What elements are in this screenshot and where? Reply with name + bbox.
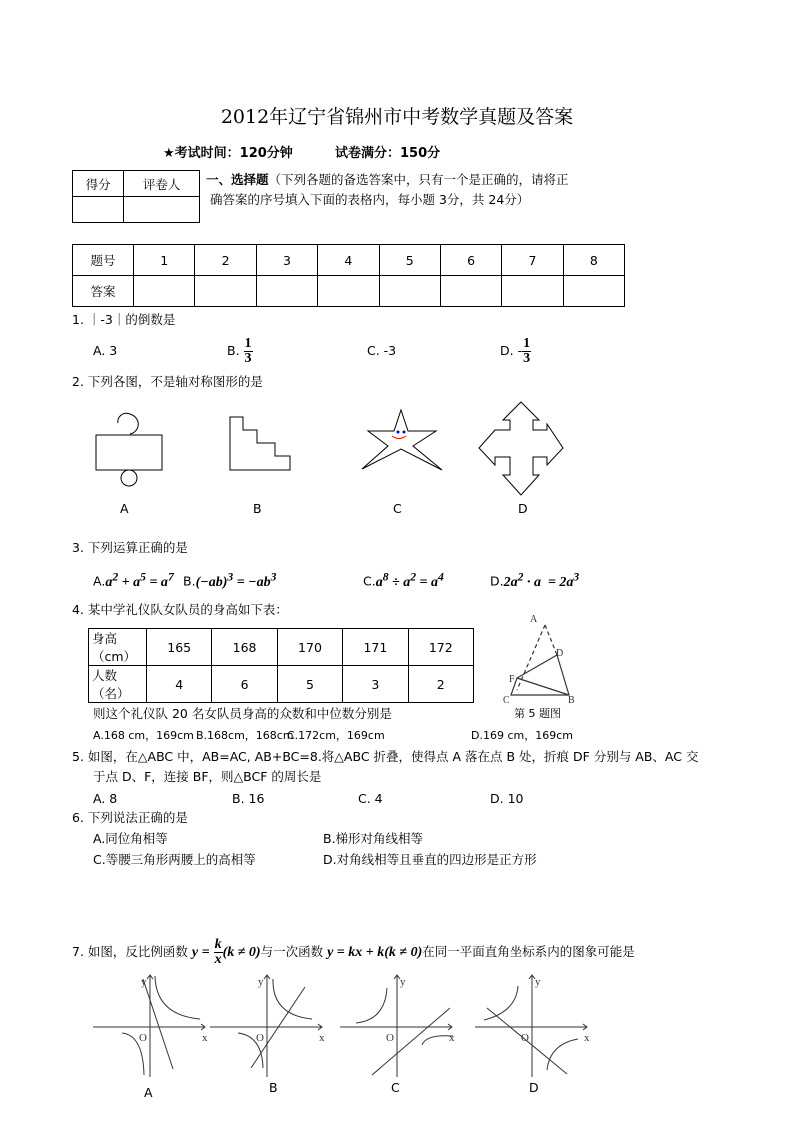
q2-label-d: D bbox=[518, 501, 528, 516]
q3-b-label: B. bbox=[183, 573, 196, 589]
height-value: 172 bbox=[408, 629, 473, 666]
height-label: 身高（cm） bbox=[89, 629, 147, 666]
point-f: F bbox=[509, 674, 515, 685]
origin-label: O bbox=[521, 1032, 529, 1044]
point-b: B bbox=[568, 695, 575, 706]
q1-option-a: A. 3 bbox=[93, 343, 118, 358]
q1-stem: 1. ｜-3｜的倒数是 bbox=[72, 312, 176, 327]
q3-a-label: A. bbox=[93, 573, 106, 589]
q6-option-d: D.对角线相等且垂直的四边形是正方形 bbox=[323, 852, 537, 867]
q6-option-a: A.同位角相等 bbox=[93, 831, 168, 846]
q5-stem-line2: 于点 D、F，连接 BF，则△BCF 的周长是 bbox=[93, 769, 322, 784]
q4-stem: 4. 某中学礼仪队女队员的身高如下表： bbox=[72, 602, 288, 617]
page-title: 2012年辽宁省锦州市中考数学真题及答案 bbox=[220, 106, 574, 128]
count-value: 3 bbox=[343, 666, 408, 703]
q3-option-c: $C.a^8 \div a^2 = a^4$ bbox=[363, 570, 444, 590]
hyperbola-branch bbox=[547, 1039, 578, 1070]
question-number-5: 5 bbox=[379, 245, 440, 276]
q5-option-c: C. 4 bbox=[358, 791, 383, 806]
count-label: 人数（名） bbox=[89, 666, 147, 703]
q6-stem: 6. 下列说法正确的是 bbox=[72, 810, 188, 825]
exam-time: ★考试时间：120分钟 bbox=[163, 146, 293, 161]
q2-label-c: C bbox=[393, 501, 402, 516]
q7-text-3: 在同一平面直角坐标系内的图象可能是 bbox=[422, 944, 635, 959]
numerator: 1 bbox=[523, 336, 531, 351]
q7-text-1: 7. 如图，反比例函数 bbox=[72, 944, 188, 959]
q3-d-label: D. bbox=[490, 573, 504, 589]
q5-stem-line1: 5. 如图，在△ABC 中，AB=AC, AB+BC=8.将△ABC 折叠，使得点 A 落在点 B 处，折痕 DF 分别与 AB、AC 交 bbox=[72, 749, 699, 764]
q1-d-label: D. - bbox=[500, 343, 523, 358]
count-value: 5 bbox=[277, 666, 342, 703]
q7-graph-c bbox=[340, 975, 455, 1077]
count-value: 2 bbox=[408, 666, 473, 703]
q5-option-d: D. 10 bbox=[490, 791, 524, 806]
question-number-3: 3 bbox=[256, 245, 317, 276]
fraction: $\frac{k}{x}$ bbox=[214, 937, 222, 967]
x-label: x bbox=[449, 1032, 455, 1044]
q5-option-b: B. 16 bbox=[232, 791, 265, 806]
linear-function-line bbox=[372, 1008, 450, 1075]
question-number-4: 4 bbox=[318, 245, 379, 276]
y-label: y bbox=[400, 976, 406, 988]
point-c: C bbox=[503, 695, 510, 706]
q3-option-d: $D.2a^2 \cdot a = 2a^3$ bbox=[490, 570, 580, 590]
height-value: 170 bbox=[277, 629, 342, 666]
q7-label-a: A bbox=[144, 1085, 153, 1100]
y-label: y bbox=[141, 976, 147, 988]
q5-option-a: A. 8 bbox=[93, 791, 118, 806]
grader-header: 评卷人 bbox=[124, 171, 200, 197]
height-value: 171 bbox=[343, 629, 408, 666]
y-label: y bbox=[535, 976, 541, 988]
q3-stem: 3. 下列运算正确的是 bbox=[72, 540, 188, 555]
question-number-2: 2 bbox=[195, 245, 256, 276]
q3-option-a: $A.a^2 + a^5 = a^7$ bbox=[93, 570, 174, 590]
q7-label-d: D bbox=[529, 1080, 539, 1095]
x-label: x bbox=[319, 1032, 325, 1044]
hyperbola-branch bbox=[484, 986, 518, 1020]
q7-stem: 7. 如图，反比例函数 y = $\frac{k}{x}$ (k ≠ 0)与一次函数 y = kx + k(k ≠ 0)在同一平面直角坐标系内的图象可能是 bbox=[72, 937, 635, 967]
origin-label: O bbox=[256, 1032, 264, 1044]
question-number-8: 8 bbox=[563, 245, 624, 276]
q4-option-d: D.169 cm，169cm bbox=[471, 729, 573, 742]
q7-label-c: C bbox=[391, 1080, 400, 1095]
q1-option-c: C. -3 bbox=[367, 343, 397, 358]
answer-label: 答案 bbox=[73, 276, 134, 307]
question-number-6: 6 bbox=[440, 245, 501, 276]
denominator: 3 bbox=[523, 351, 531, 366]
question-number-7: 7 bbox=[502, 245, 563, 276]
count-value: 4 bbox=[147, 666, 212, 703]
q7-text-2: 与一次函数 bbox=[260, 944, 324, 959]
q7-label-b: B bbox=[269, 1080, 278, 1095]
q2-label-b: B bbox=[253, 501, 262, 516]
section-heading: 一、选择题 bbox=[206, 172, 269, 187]
q1-b-label: B. bbox=[227, 343, 240, 358]
section-text: （下列各题的备选答案中，只有一个是正确的，请将正 bbox=[268, 172, 569, 187]
origin-label: O bbox=[139, 1032, 147, 1044]
figure-5-caption: 第 5 题图 bbox=[514, 707, 561, 720]
hyperbola-branch bbox=[155, 976, 200, 1019]
height-value: 165 bbox=[147, 629, 212, 666]
q7-graph-b bbox=[210, 975, 325, 1077]
x-label: x bbox=[584, 1032, 590, 1044]
q3-c-label: C. bbox=[363, 573, 376, 589]
y-label: y bbox=[258, 976, 264, 988]
q4-option-c: C.172cm，169cm bbox=[287, 729, 385, 742]
denominator: 3 bbox=[244, 351, 252, 366]
exam-full-score: 试卷满分：150分 bbox=[335, 146, 441, 161]
score-header: 得分 bbox=[73, 171, 124, 197]
count-value: 6 bbox=[212, 666, 277, 703]
question-number-1: 1 bbox=[134, 245, 195, 276]
q4-option-a: A.168 cm，169cm bbox=[93, 729, 194, 742]
q4-question: 则这个礼仪队 20 名女队员身高的众数和中位数分别是 bbox=[93, 706, 392, 721]
q6-option-b: B.梯形对角线相等 bbox=[323, 831, 424, 846]
point-d: D bbox=[556, 648, 564, 659]
q7-graph-a bbox=[93, 975, 208, 1077]
point-a: A bbox=[530, 614, 538, 625]
question-number-label: 题号 bbox=[73, 245, 134, 276]
q4-option-b: B.168cm，168cm bbox=[196, 729, 294, 742]
hyperbola-branch bbox=[273, 979, 312, 1019]
q6-option-c: C.等腰三角形两腰上的高相等 bbox=[93, 852, 256, 867]
height-value: 168 bbox=[212, 629, 277, 666]
x-label: x bbox=[202, 1032, 208, 1044]
q2-stem: 2. 下列各图，不是轴对称图形的是 bbox=[72, 374, 263, 389]
numerator: 1 bbox=[244, 336, 252, 351]
q3-option-b: $B.(-ab)^3 = -ab^3$ bbox=[183, 570, 277, 590]
origin-label: O bbox=[386, 1032, 394, 1044]
q7-graph-d bbox=[475, 975, 590, 1077]
q2-label-a: A bbox=[120, 501, 129, 516]
section-text-2: 确答案的序号填入下面的表格内，每小题 3分，共 24分） bbox=[210, 192, 530, 207]
hyperbola-branch bbox=[356, 988, 387, 1023]
